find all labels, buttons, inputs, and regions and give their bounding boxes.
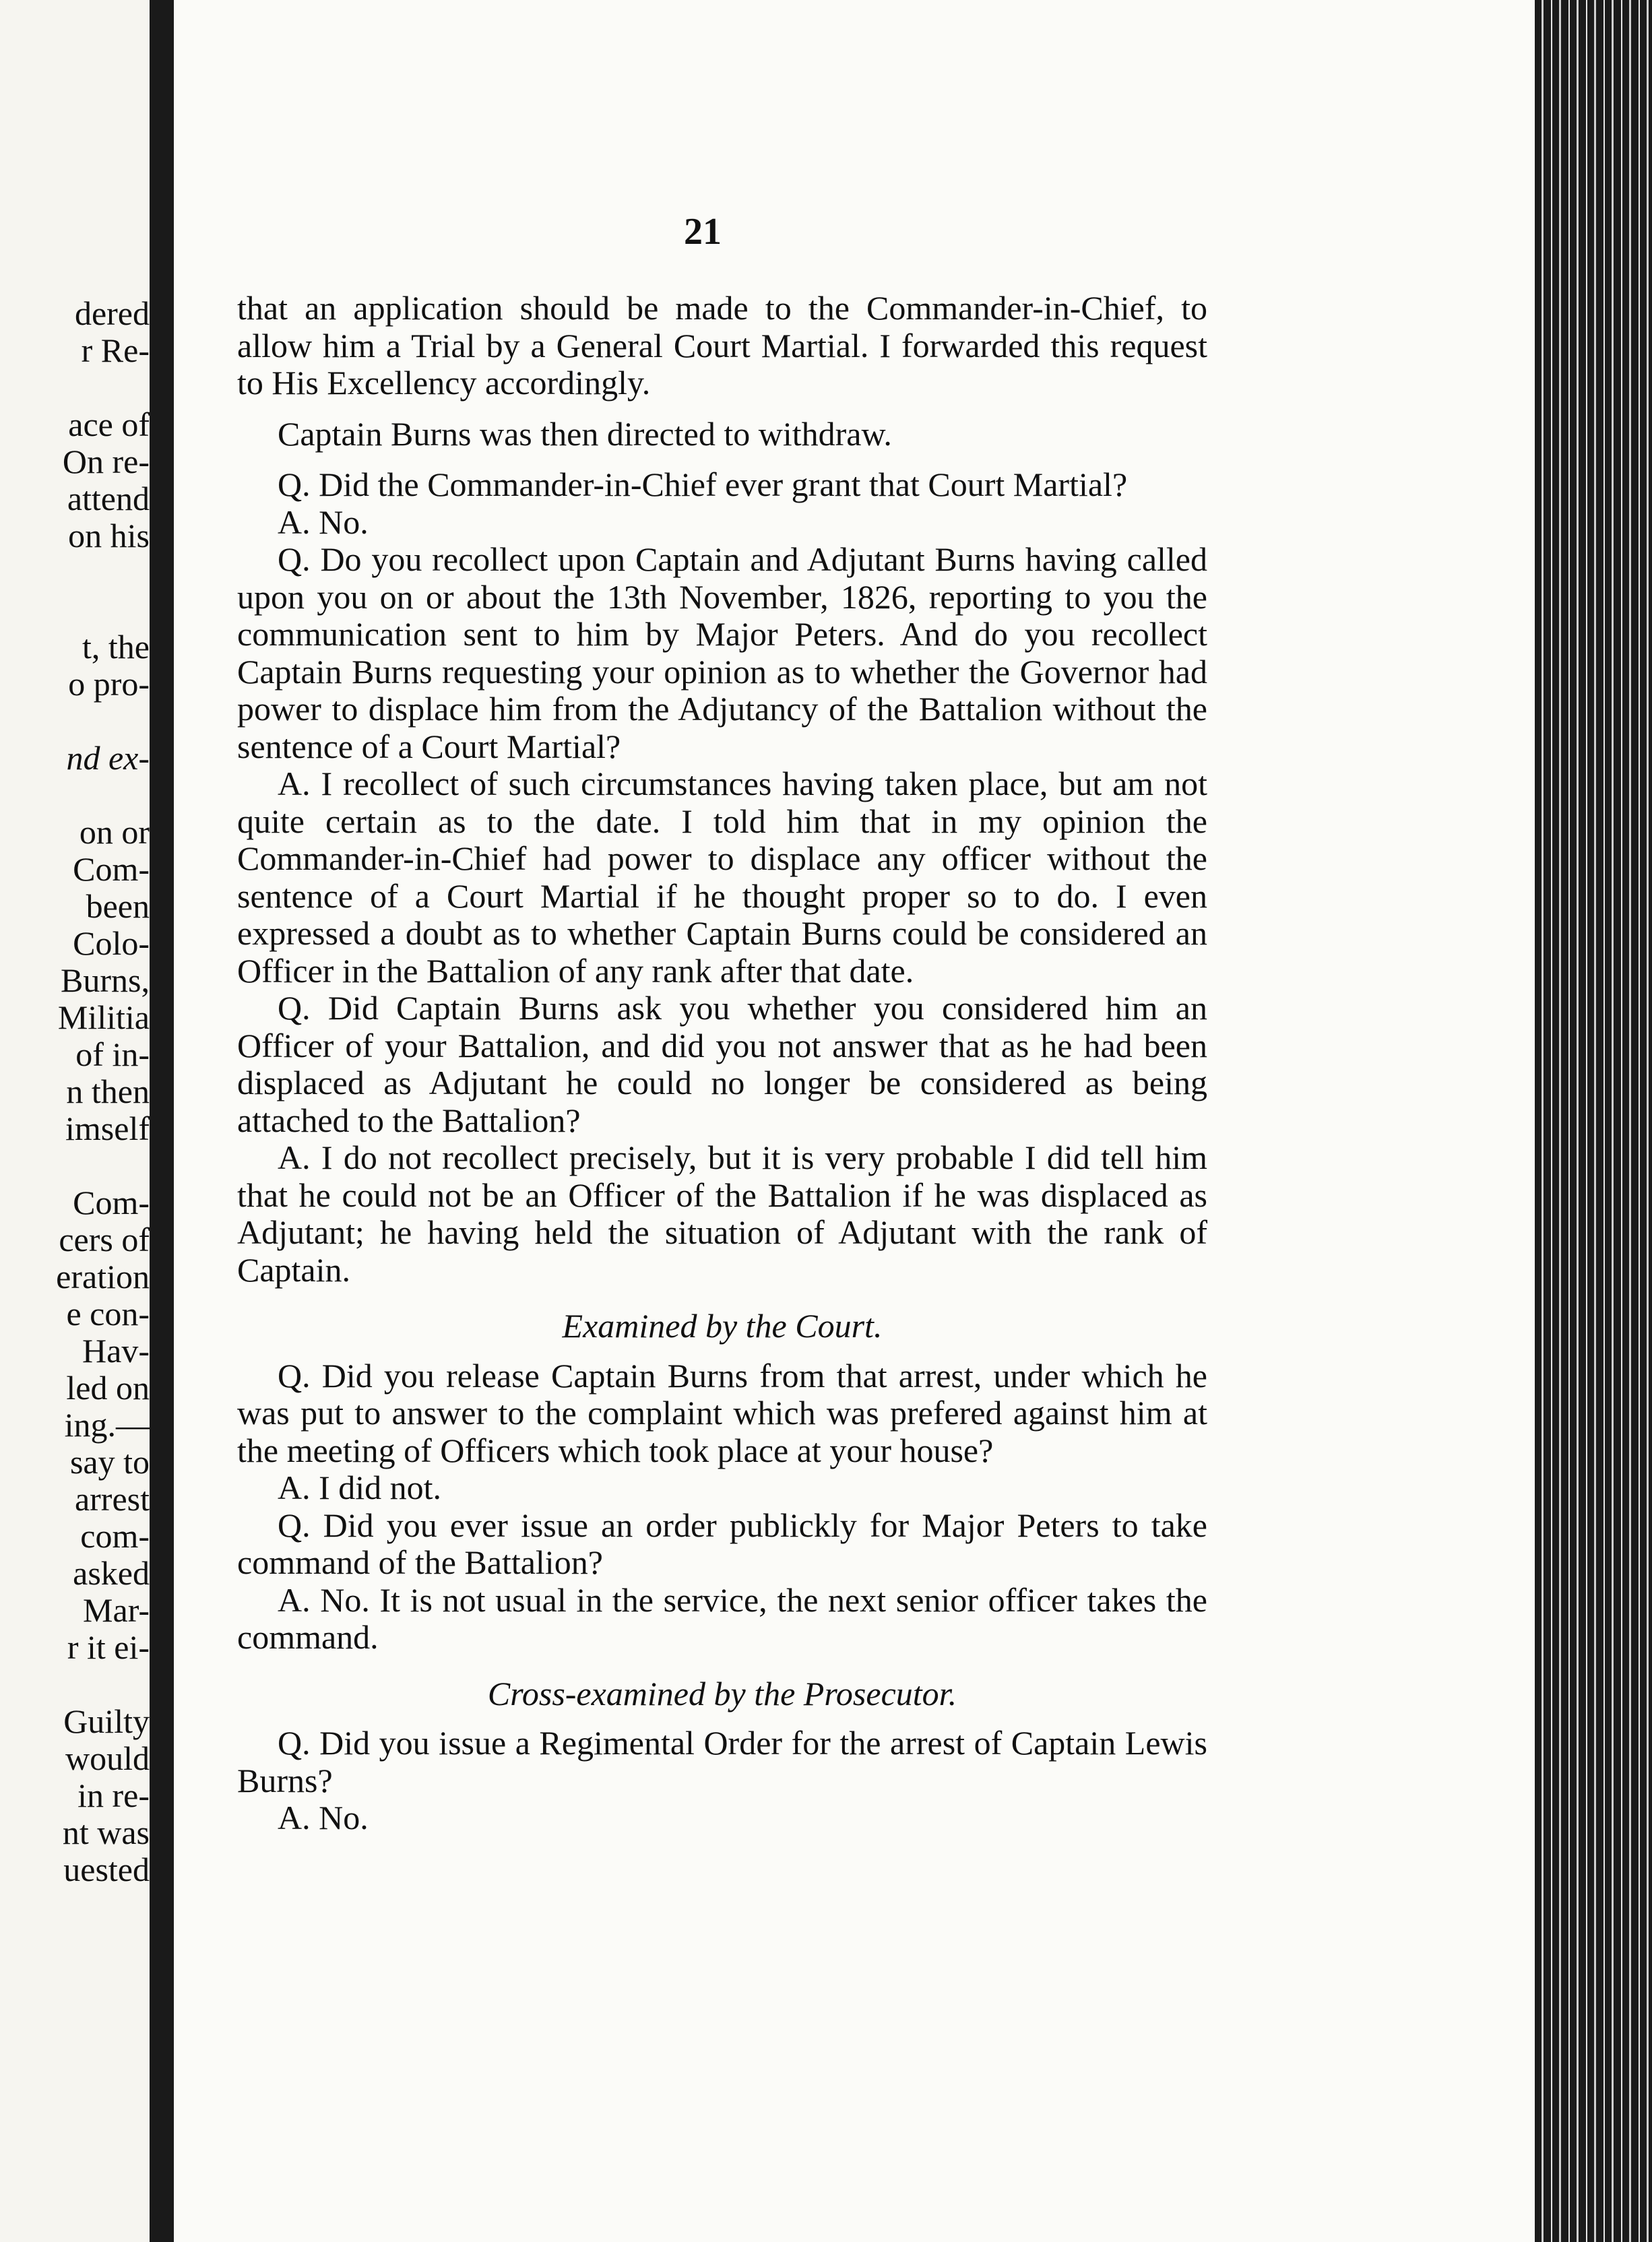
- question: Q. Did you release Captain Burns from that arrest, under which he was put to answer to the complaint which was prefered against him at the meeting of Officers which took place at your house?: [237, 1356, 1207, 1469]
- left-line: [0, 1666, 150, 1703]
- left-line: dered: [74, 294, 150, 332]
- left-line: ace of: [68, 406, 150, 443]
- section-heading: Examined by the Court.: [562, 1307, 883, 1345]
- question: Q. Did you ever issue an order publickly for Major Peters to take command of the Battalion?: [237, 1506, 1207, 1581]
- left-line: arrest: [74, 1480, 150, 1518]
- left-line: [0, 554, 150, 591]
- paragraph: that an application should be made to the Commander-in-Chief, to allow him a Trial by a General Court Martial. I forwarded this request to His Excellency accordingly.: [237, 289, 1207, 402]
- left-line: eration: [56, 1258, 150, 1295]
- answer: A. No. It is not usual in the service, the next senior officer takes the command.: [237, 1580, 1207, 1656]
- left-line: Militia: [57, 998, 150, 1036]
- left-line: [0, 369, 150, 406]
- left-line: e con-: [66, 1295, 150, 1333]
- left-line: say to: [69, 1443, 150, 1481]
- answer: A. I do not recollect precisely, but it is very probable I did tell him that he could not be an Officer of the Battalion if he was displaced as Adjutant; he having held the situation of Adjutant with the rank of Captain.: [237, 1139, 1207, 1289]
- page-edges: [1535, 0, 1652, 2242]
- left-line: Colo-: [73, 924, 150, 962]
- left-line: [0, 703, 150, 740]
- left-line: [0, 777, 150, 814]
- page-body: [237, 290, 1207, 1837]
- left-line: ing.—: [64, 1406, 150, 1444]
- left-line: nd ex-: [66, 739, 150, 777]
- paragraph: Captain Burns was then directed to withdraw.: [278, 414, 892, 453]
- left-line: Mar-: [83, 1591, 150, 1629]
- left-line: Hav-: [82, 1332, 150, 1370]
- left-line: uested: [63, 1851, 150, 1888]
- left-line: been: [86, 887, 150, 925]
- left-line: n then: [66, 1072, 150, 1110]
- left-line: Burns,: [61, 961, 150, 999]
- left-line: attend: [67, 480, 150, 517]
- left-line: [0, 1147, 150, 1184]
- book-gutter: [150, 0, 174, 2242]
- question: Q. Did you issue a Regimental Order for the arrest of Captain Lewis Burns?: [237, 1724, 1207, 1799]
- answer: A. I did not.: [278, 1469, 442, 1506]
- left-line: r Re-: [81, 331, 150, 369]
- left-line: On re-: [62, 443, 150, 480]
- page-number: 21: [684, 211, 722, 253]
- question: Q. Did the Commander-in-Chief ever grant that Court Martial?: [278, 466, 1128, 503]
- left-line: t, the: [82, 628, 150, 666]
- left-line: Guilty: [63, 1702, 150, 1740]
- left-line: asked: [73, 1554, 150, 1592]
- left-line: on or: [79, 813, 150, 851]
- answer: A. No.: [278, 503, 369, 541]
- left-line: com-: [80, 1517, 150, 1555]
- left-facing-page: [0, 0, 154, 2242]
- left-line: on his: [68, 517, 150, 554]
- left-line: nt was: [62, 1814, 150, 1851]
- answer: A. No.: [278, 1799, 369, 1836]
- left-line: cers of: [59, 1221, 150, 1258]
- left-line: Com-: [73, 1184, 150, 1221]
- question: Q. Do you recollect upon Captain and Adjutant Burns having called upon you on or about the 13th November, 1826, reporting to you the communication sent to him by Major Peters. And do you recollect Captain Burns requesting your opinion as to whether the Governor had power to displace him from the Adjutancy of the Battalion without the sentence of a Court Martial?: [237, 540, 1207, 765]
- left-line: of in-: [75, 1035, 150, 1073]
- section-heading: Cross-examined by the Prosecutor.: [487, 1674, 957, 1712]
- left-line: o pro-: [68, 665, 150, 703]
- left-line: would: [65, 1739, 150, 1777]
- left-line: led on: [66, 1369, 150, 1407]
- left-line: [0, 591, 150, 629]
- left-line: r it ei-: [67, 1628, 150, 1666]
- left-line: Com-: [73, 850, 150, 888]
- question: Q. Did Captain Burns ask you whether you considered him an Officer of your Battalion, and did you not answer that as he had been displaced as Adjutant he could no longer be considered as being attached to the Battalion?: [237, 989, 1207, 1139]
- answer: A. I recollect of such circumstances having taken place, but am not quite certain as to the date. I told him that in my opinion the Commander-in-Chief had power to displace any officer without the sentence of a Court Martial if he thought proper so to do. I even expressed a doubt as to whether Captain Burns could be considered an Officer in the Battalion of any rank after that date.: [237, 765, 1207, 990]
- left-line: in re-: [77, 1776, 150, 1814]
- left-page-text: [0, 295, 150, 1888]
- left-line: imself: [65, 1110, 150, 1147]
